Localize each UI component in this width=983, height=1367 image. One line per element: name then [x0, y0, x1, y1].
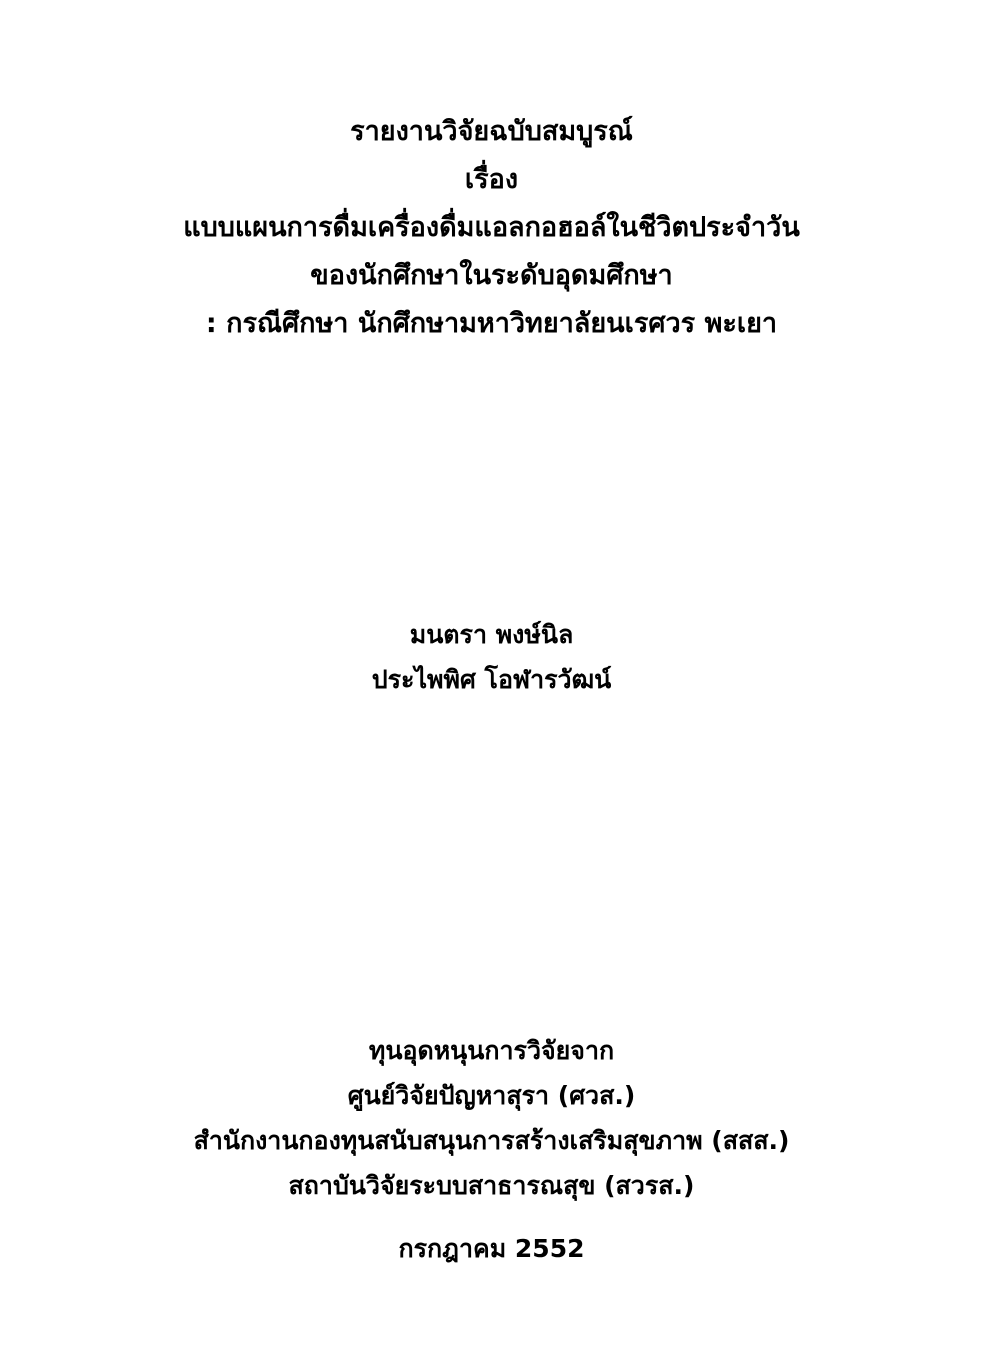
- author-name-2: ประไพพิศ โอฬารวัฒน์: [371, 665, 612, 694]
- page-title: รายงานวิจัยฉบับสมบูรณ์: [350, 116, 633, 147]
- authors-block: [0, 612, 983, 702]
- funding-organization-1: ศูนย์วิจัยปัญหาสุรา (ศวส.): [347, 1081, 636, 1110]
- funding-organization-2: สำนักงานกองทุนสนับสนุนการสร้างเสริมสุขภาพ (สสส.): [193, 1126, 790, 1155]
- funding-heading: ทุนอุดหนุนการวิจัยจาก: [368, 1036, 615, 1065]
- title-block: [0, 108, 983, 348]
- author-name-1: มนตรา พงษ์นิล: [409, 620, 574, 649]
- publication-date: กรกฎาคม 2552: [398, 1234, 585, 1263]
- title-subject-label: เรื่อง: [464, 164, 519, 195]
- funding-organization-3: สถาบันวิจัยระบบสาธารณสุข (สวรส.): [288, 1171, 695, 1200]
- title-subject-line-3: : กรณีศึกษา นักศึกษามหาวิทยาลัยนเรศวร พะเยา: [205, 308, 778, 339]
- title-subject-line-2: ของนักศึกษาในระดับอุดมศึกษา: [310, 260, 673, 291]
- funding-block: [0, 1028, 983, 1208]
- title-subject-line-1: แบบแผนการดื่มเครื่องดื่มแอลกอฮอล์ในชีวิตประจำวัน: [183, 212, 800, 243]
